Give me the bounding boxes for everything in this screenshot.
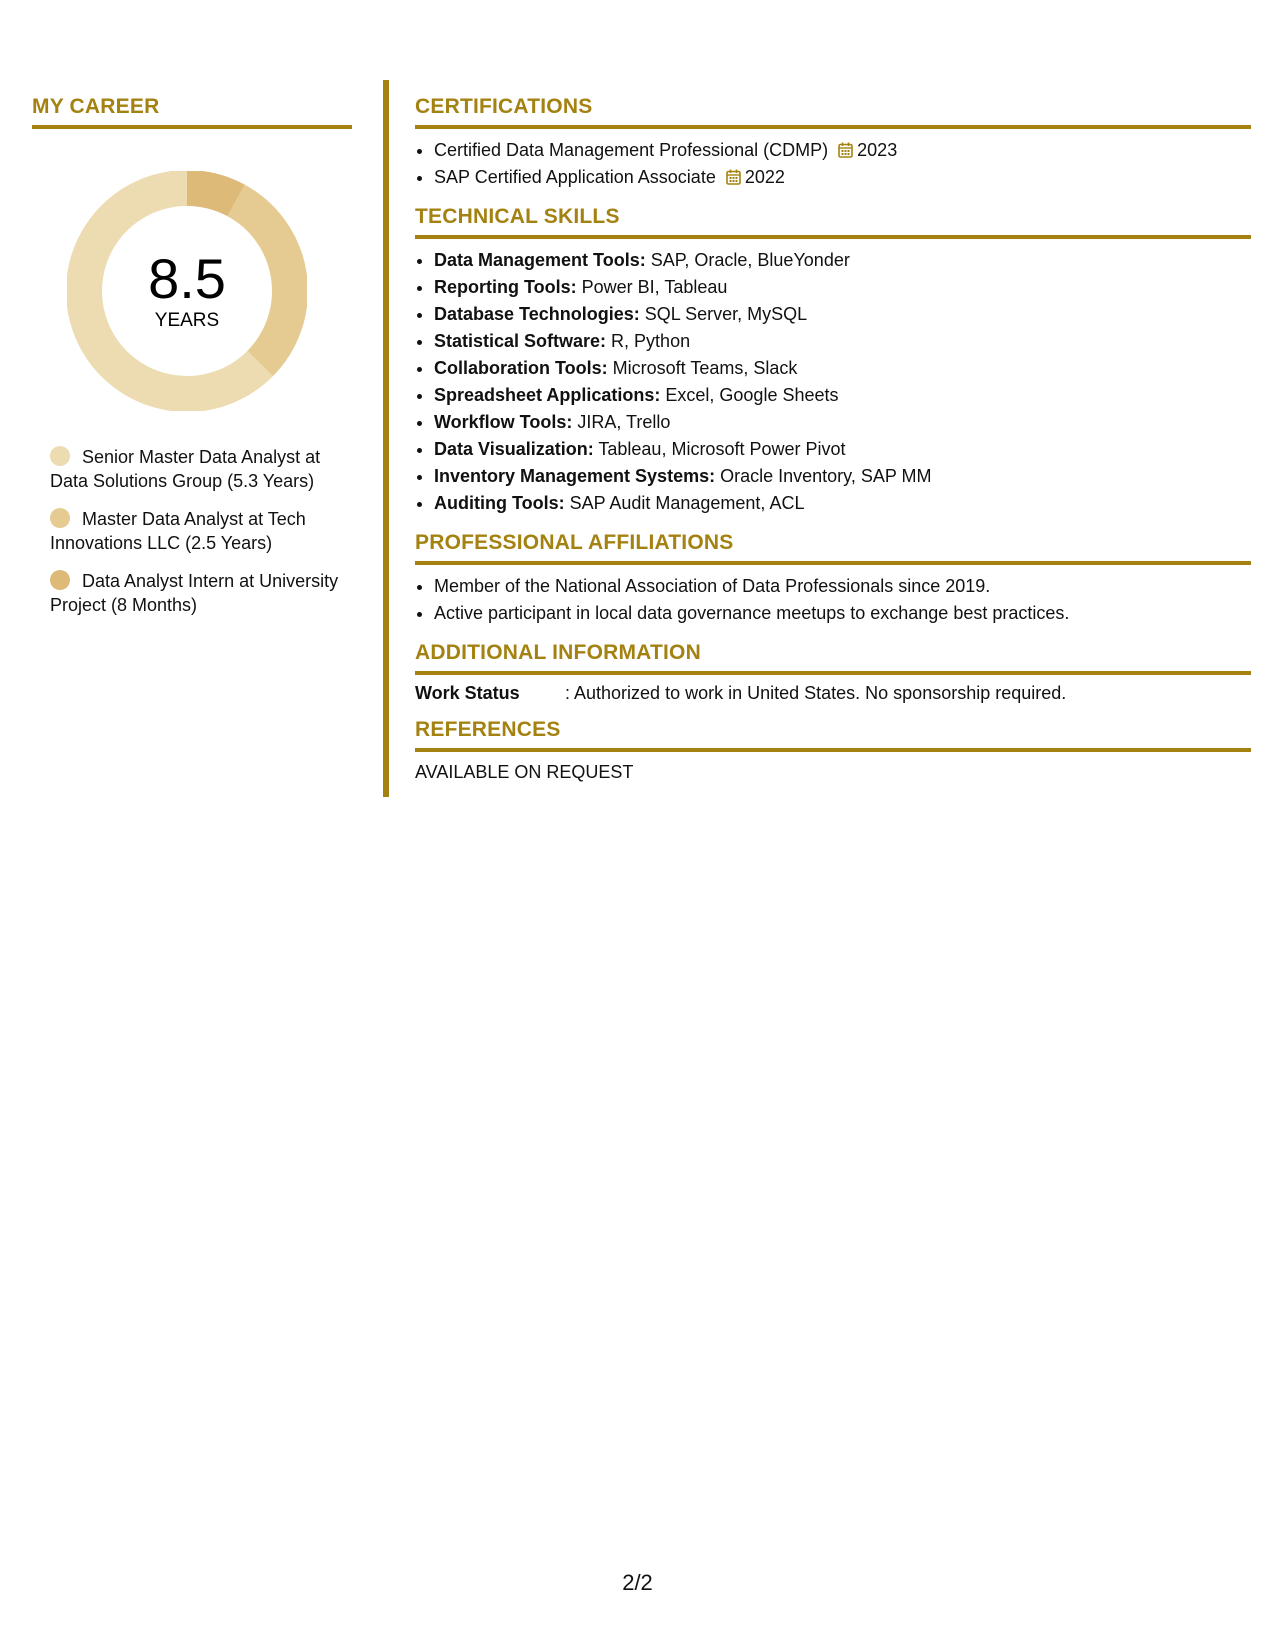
skill-label: Reporting Tools: <box>434 277 577 297</box>
legend-dot <box>50 446 70 466</box>
total-years-value: 8.5 <box>148 247 226 310</box>
work-status-key: Work Status <box>415 683 520 703</box>
total-years-unit: YEARS <box>154 310 220 331</box>
skill-item <box>434 328 1251 355</box>
skill-value: Microsoft Teams, Slack <box>607 358 798 378</box>
skill-item <box>434 382 1251 409</box>
career-title: MY CAREER <box>32 95 352 129</box>
skill-item <box>434 463 1251 490</box>
additional-info-title: ADDITIONAL INFORMATION <box>415 641 1251 675</box>
skill-value: Power BI, Tableau <box>576 277 728 297</box>
affiliations-list <box>415 573 1251 627</box>
certification-year: 2022 <box>744 167 785 187</box>
skills-title: TECHNICAL SKILLS <box>415 205 1251 239</box>
skill-value: SAP Audit Management, ACL <box>564 493 805 513</box>
skill-item <box>434 247 1251 274</box>
skill-value: Tableau, Microsoft Power Pivot <box>593 439 846 459</box>
legend-label: Master Data Analyst at Tech Innovations LLC (2.5 Years) <box>50 509 306 553</box>
skill-value: R, Python <box>606 331 691 351</box>
skill-label: Auditing Tools: <box>434 493 565 513</box>
legend-label: Senior Master Data Analyst at Data Solutions Group (5.3 Years) <box>50 447 321 491</box>
column-divider <box>383 80 389 797</box>
references-title: REFERENCES <box>415 718 1251 752</box>
main-column <box>415 95 1251 783</box>
skill-value: Oracle Inventory, SAP MM <box>715 466 932 486</box>
legend-item <box>50 445 340 493</box>
certification-item <box>434 164 1251 191</box>
certification-year: 2023 <box>857 140 898 160</box>
skill-label: Database Technologies: <box>434 304 640 324</box>
skill-item <box>434 274 1251 301</box>
legend-label: Data Analyst Intern at University Project (8 Months) <box>50 571 339 615</box>
skill-label: Inventory Management Systems: <box>434 466 716 486</box>
affiliation-item: • Member of the National Association of Data Professionals since 2019. <box>434 573 1251 600</box>
skill-item <box>434 490 1251 517</box>
skill-item <box>434 355 1251 382</box>
legend-item <box>50 569 340 617</box>
career-legend <box>50 445 340 617</box>
skill-label: Statistical Software: <box>434 331 607 351</box>
affiliation-item: • Active participant in local data governance meetups to exchange best practices. <box>434 600 1251 627</box>
calendar-icon <box>726 169 741 185</box>
skill-value: Excel, Google Sheets <box>660 385 839 405</box>
certifications-title: CERTIFICATIONS <box>415 95 1251 129</box>
work-status-value: : Authorized to work in United States. No sponsorship required. <box>565 683 1067 703</box>
skill-label: Workflow Tools: <box>434 412 573 432</box>
certifications-list <box>415 137 1251 191</box>
skill-label: Data Management Tools: <box>434 250 646 270</box>
skill-label: Data Visualization: <box>434 439 594 459</box>
legend-dot <box>50 508 70 528</box>
references-text: AVAILABLE ON REQUEST <box>415 762 634 782</box>
legend-item <box>50 507 340 555</box>
certification-name: SAP Certified Application Associate <box>434 167 716 187</box>
skill-value: SAP, Oracle, BlueYonder <box>645 250 850 270</box>
legend-dot <box>50 570 70 590</box>
calendar-icon <box>838 142 853 158</box>
skill-item <box>434 301 1251 328</box>
skill-item <box>434 436 1251 463</box>
work-status-row <box>415 683 1251 704</box>
skills-list <box>415 247 1251 517</box>
page-number: 2/2 <box>622 1570 653 1595</box>
skill-label: Collaboration Tools: <box>434 358 608 378</box>
skill-item <box>434 409 1251 436</box>
skill-label: Spreadsheet Applications: <box>434 385 661 405</box>
skill-value: JIRA, Trello <box>572 412 671 432</box>
affiliations-title: PROFESSIONAL AFFILIATIONS <box>415 531 1251 565</box>
skill-value: SQL Server, MySQL <box>639 304 808 324</box>
certification-item <box>434 137 1251 164</box>
donut-center <box>67 171 307 411</box>
career-donut-chart <box>67 171 307 411</box>
career-column <box>32 95 352 631</box>
certification-name: Certified Data Management Professional (CDMP) <box>434 140 829 160</box>
